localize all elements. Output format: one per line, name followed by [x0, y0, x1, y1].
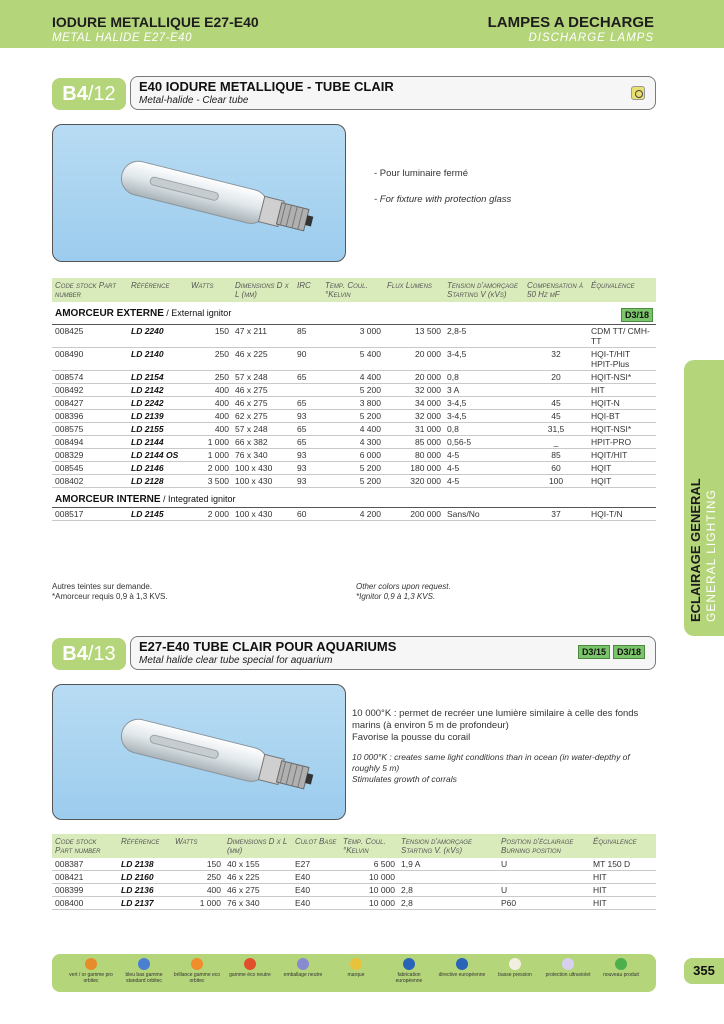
legend-item	[596, 958, 646, 978]
legend-label: bleu bas gamme standard orbitec	[125, 972, 163, 984]
section2-code-num: /13	[87, 643, 116, 665]
table-cell: 4 200	[322, 508, 384, 521]
group-label-en: / Integrated ignitor	[162, 494, 236, 504]
page-number: 355	[684, 958, 724, 984]
legend-icon	[403, 958, 415, 970]
legend-item	[172, 958, 222, 984]
side-tab-fr: ECLAIRAGE GENERAL	[688, 478, 703, 622]
table-cell	[398, 871, 498, 884]
col-header: Temp. Coul. °Kelvin	[340, 834, 398, 858]
table-cell	[294, 384, 322, 397]
table-cell: 47 x 211	[232, 325, 294, 348]
table-cell: 5 200	[322, 410, 384, 423]
section1-title: E40 IODURE METALLIQUE - TUBE CLAIR	[139, 79, 394, 94]
table-row	[52, 449, 656, 462]
table-cell: 150	[188, 325, 232, 348]
group-label: AMORCEUR INTERNE	[55, 494, 161, 505]
section2-desc	[352, 708, 658, 785]
legend-item	[331, 958, 381, 978]
table-cell: 0,8	[444, 423, 524, 436]
table-cell: 40 x 155	[224, 858, 292, 871]
table-cell: 008396	[52, 410, 128, 423]
table-cell: 57 x 248	[232, 423, 294, 436]
table-cell: 2,8	[398, 884, 498, 897]
table-cell: 93	[294, 462, 322, 475]
table-cell: 31,5	[524, 423, 588, 436]
table-cell: 20 000	[384, 348, 444, 371]
col-header: Culot Base	[292, 834, 340, 858]
note-line: Other colors upon request.	[356, 582, 451, 591]
table-cell: LD 2145	[128, 508, 188, 521]
table-cell: 2 000	[188, 462, 232, 475]
legend-icon	[138, 958, 150, 970]
table-cell: LD 2136	[118, 884, 172, 897]
note-line: *Amorceur requis 0,9 à 1,3 KVS.	[52, 592, 168, 601]
table-cell: 400	[188, 384, 232, 397]
table-cell: 76 x 340	[224, 897, 292, 910]
table-cell: 320 000	[384, 475, 444, 488]
table-cell: 62 x 275	[232, 410, 294, 423]
table-cell: 3-4,5	[444, 410, 524, 423]
legend-icon	[456, 958, 468, 970]
table-cell: 200 000	[384, 508, 444, 521]
legend-label: protection ultraviolet	[545, 972, 591, 978]
table-cell: 5 400	[322, 348, 384, 371]
section1-code-bold: B4	[62, 83, 88, 105]
section2-title-bar	[130, 636, 656, 670]
table-cell: 65	[294, 436, 322, 449]
table-row	[52, 423, 656, 436]
col-header: Tension d'amorçage Starting V. (kVs)	[398, 834, 498, 858]
table-cell: 100	[524, 475, 588, 488]
lamp-icon	[53, 685, 347, 821]
table-cell: 20 000	[384, 371, 444, 384]
table-cell: 46 x 275	[232, 397, 294, 410]
section2-desc-en-1: 10 000°K : creates same light conditions than in ocean (in water-depthy of roughly 5 m)	[352, 752, 630, 773]
table-cell: U	[498, 858, 590, 871]
col-header: Dimensions D x L (mm)	[224, 834, 292, 858]
table-cell: 60	[294, 508, 322, 521]
table-cell: 10 000	[340, 884, 398, 897]
table-cell: 008421	[52, 871, 118, 884]
legend-icon	[350, 958, 362, 970]
table-cell: 3 500	[188, 475, 232, 488]
table-cell: LD 2142	[128, 384, 188, 397]
section2-code-bold: B4	[62, 643, 88, 665]
table-cell: 93	[294, 410, 322, 423]
table-cell: 60	[524, 462, 588, 475]
table-cell: 400	[172, 884, 224, 897]
catalog-ref-badge: D3/18	[621, 308, 653, 322]
legend-label: emballage neutre	[283, 972, 323, 978]
table-cell: 34 000	[384, 397, 444, 410]
table-cell: HQI-T/HIT HPIT-Plus	[588, 348, 656, 371]
table-cell: LD 2242	[128, 397, 188, 410]
section1-desc-fr: - Pour luminaire fermé	[374, 168, 468, 179]
col-header: IRC	[294, 278, 322, 302]
section2-desc-fr-1: 10 000°K : permet de recréer une lumière similaire à celle des fonds marins (à environ 5 m de profondeur)	[352, 708, 639, 731]
col-header: Référence	[118, 834, 172, 858]
section2-desc-en-2: Stimulates growth of corrals	[352, 774, 457, 784]
table-cell: 1 000	[172, 897, 224, 910]
table-cell: 008400	[52, 897, 118, 910]
header-left-subtitle: METAL HALIDE E27-E40	[52, 32, 192, 44]
table-cell: HIT	[588, 384, 656, 397]
table-cell: 80 000	[384, 449, 444, 462]
table-cell: 65	[294, 397, 322, 410]
table-cell: 0,8	[444, 371, 524, 384]
table-row	[52, 508, 656, 521]
legend-item	[66, 958, 116, 984]
table-cell: 008387	[52, 858, 118, 871]
side-category-tab	[684, 360, 724, 636]
table-cell: HPIT-PRO	[588, 436, 656, 449]
table-cell: 85	[294, 325, 322, 348]
table-cell: 93	[294, 475, 322, 488]
table-cell: 93	[294, 449, 322, 462]
legend-icon	[297, 958, 309, 970]
table-cell: 008329	[52, 449, 128, 462]
table-cell: 008492	[52, 384, 128, 397]
section1-notes-en	[356, 582, 451, 602]
section1-code	[52, 78, 126, 110]
header-left-title: IODURE METALLIQUE E27-E40	[52, 14, 259, 30]
col-header: Code stock Part number	[52, 834, 118, 858]
table-cell: 31 000	[384, 423, 444, 436]
table-cell: 45	[524, 397, 588, 410]
table-cell: E27	[292, 858, 340, 871]
table-cell: 4-5	[444, 475, 524, 488]
table-cell: 65	[294, 423, 322, 436]
table-cell: 2,8-5	[444, 325, 524, 348]
table-cell: P60	[498, 897, 590, 910]
table-cell: LD 2146	[128, 462, 188, 475]
table-cell: 6 500	[340, 858, 398, 871]
col-header: Code stock Part number	[52, 278, 128, 302]
legend-icon	[191, 958, 203, 970]
note-line: *Ignitor 0,9 à 1,3 KVS.	[356, 592, 436, 601]
group-label-en: / External ignitor	[166, 308, 232, 318]
table-cell: LD 2144 OS	[128, 449, 188, 462]
table-cell: 2,8	[398, 897, 498, 910]
table-cell: 008575	[52, 423, 128, 436]
table-cell: E40	[292, 871, 340, 884]
legend-item	[278, 958, 328, 978]
catalog-ref-badge: D3/15	[578, 645, 610, 659]
table-cell: E40	[292, 897, 340, 910]
section2-subtitle: Metal halide clear tube special for aquarium	[139, 655, 333, 666]
col-header: Dimensions D x L (mm)	[232, 278, 294, 302]
table-row	[52, 397, 656, 410]
table-cell: Sans/No	[444, 508, 524, 521]
side-tab-en: GENERAL LIGHTING	[704, 489, 718, 622]
footer-legend	[52, 954, 656, 992]
legend-label: basse pression	[498, 972, 532, 978]
section1-subtitle: Metal-halide - Clear tube	[139, 95, 249, 106]
table-row	[52, 858, 656, 871]
table-cell: 100 x 430	[232, 462, 294, 475]
table-cell	[524, 325, 588, 348]
table-cell: MT 150 D	[590, 858, 656, 871]
table-cell	[524, 384, 588, 397]
table-cell: 180 000	[384, 462, 444, 475]
table-cell: 100 x 430	[232, 508, 294, 521]
legend-icon	[562, 958, 574, 970]
table-cell: 1,9 A	[398, 858, 498, 871]
table-cell: 008399	[52, 884, 118, 897]
table-cell: 76 x 340	[232, 449, 294, 462]
table-cell: 4 400	[322, 371, 384, 384]
table-cell: 250	[188, 371, 232, 384]
table-row	[52, 871, 656, 884]
table-cell: 250	[172, 871, 224, 884]
col-header: Compensation à 50 Hz µF	[524, 278, 588, 302]
table-cell: 45	[524, 410, 588, 423]
col-header: Équivalence	[590, 834, 656, 858]
section1-lamp-photo	[52, 124, 346, 262]
section1-notes-fr	[52, 582, 168, 602]
group-row-external	[52, 302, 656, 325]
legend-icon	[615, 958, 627, 970]
section2-table-header	[52, 834, 656, 858]
table-cell: 250	[188, 348, 232, 371]
legend-item	[543, 958, 593, 978]
table-cell: 4-5	[444, 449, 524, 462]
table-cell: 46 x 275	[232, 384, 294, 397]
section1-code-num: /12	[87, 83, 116, 105]
table-cell: HQI-BT	[588, 410, 656, 423]
table-cell: 10 000	[340, 871, 398, 884]
table-cell: LD 2138	[118, 858, 172, 871]
table-row	[52, 462, 656, 475]
table-cell: LD 2140	[128, 348, 188, 371]
table-cell: HIT	[590, 897, 656, 910]
table-cell: _	[524, 436, 588, 449]
table-cell: 008574	[52, 371, 128, 384]
section2-desc-fr-2: Favorise la pousse du corail	[352, 732, 471, 743]
table-row	[52, 384, 656, 397]
table-row	[52, 325, 656, 348]
table-cell: LD 2137	[118, 897, 172, 910]
col-header: Flux Lumens	[384, 278, 444, 302]
table-cell: 1 000	[188, 449, 232, 462]
table-cell: 008425	[52, 325, 128, 348]
table-cell: 37	[524, 508, 588, 521]
group-label: AMORCEUR EXTERNE	[55, 308, 164, 319]
section1-table-header	[52, 278, 656, 302]
section1-table	[52, 278, 656, 521]
legend-icon	[85, 958, 97, 970]
table-cell: 400	[188, 423, 232, 436]
table-row	[52, 410, 656, 423]
table-row	[52, 371, 656, 384]
table-cell: 3 800	[322, 397, 384, 410]
col-header: Position d'éclairage Burning position	[498, 834, 590, 858]
table-cell: 3-4,5	[444, 397, 524, 410]
table-row	[52, 884, 656, 897]
legend-label: brillance gamme eco orbitec	[173, 972, 221, 984]
col-header: Tension d'amorçage Starting V (kVs)	[444, 278, 524, 302]
legend-label: marque	[347, 972, 365, 978]
table-cell: 150	[172, 858, 224, 871]
header-right-subtitle: DISCHARGE LAMPS	[528, 32, 654, 44]
table-cell: 4-5	[444, 462, 524, 475]
legend-item	[490, 958, 540, 978]
table-cell: 46 x 225	[224, 871, 292, 884]
table-cell: 4 400	[322, 423, 384, 436]
table-cell: LD 2154	[128, 371, 188, 384]
table-cell: 85	[524, 449, 588, 462]
header-right-title: LAMPES A DECHARGE	[487, 14, 654, 31]
table-cell: 008402	[52, 475, 128, 488]
legend-item	[119, 958, 169, 984]
table-cell: HQIT	[588, 475, 656, 488]
legend-label: directive européenne	[438, 972, 486, 978]
table-row	[52, 897, 656, 910]
table-cell: 008490	[52, 348, 128, 371]
table-cell: 20	[524, 371, 588, 384]
table-cell: 46 x 225	[232, 348, 294, 371]
col-header: Référence	[128, 278, 188, 302]
table-cell: 85 000	[384, 436, 444, 449]
col-header: Équivalence	[588, 278, 656, 302]
table-cell: 1 000	[188, 436, 232, 449]
section2-badges	[578, 645, 645, 659]
table-cell: 008494	[52, 436, 128, 449]
group-row-internal	[52, 488, 656, 508]
note-line: Autres teintes sur demande.	[52, 582, 153, 591]
section2-title: E27-E40 TUBE CLAIR POUR AQUARIUMS	[139, 639, 397, 654]
section2-code	[52, 638, 126, 670]
closed-fixture-icon	[631, 86, 645, 100]
legend-icon	[244, 958, 256, 970]
table-cell: HQIT-NSI*	[588, 423, 656, 436]
legend-label: fabrication européenne	[395, 972, 423, 984]
table-cell: 008427	[52, 397, 128, 410]
col-header: Watts	[188, 278, 232, 302]
table-cell: 65	[294, 371, 322, 384]
table-cell: 400	[188, 410, 232, 423]
table-row	[52, 436, 656, 449]
table-cell: HQIT-NSI*	[588, 371, 656, 384]
table-cell: LD 2240	[128, 325, 188, 348]
table-cell: HQIT	[588, 462, 656, 475]
table-cell: 2 000	[188, 508, 232, 521]
legend-item	[225, 958, 275, 978]
table-cell: LD 2128	[128, 475, 188, 488]
table-cell: 5 200	[322, 462, 384, 475]
table-cell: 0,56-5	[444, 436, 524, 449]
catalog-ref-badge: D3/18	[613, 645, 645, 659]
table-cell: HIT	[590, 884, 656, 897]
legend-item	[384, 958, 434, 984]
table-cell	[498, 871, 590, 884]
table-cell: 46 x 275	[224, 884, 292, 897]
lamp-icon	[53, 125, 347, 263]
legend-label: nouveau produit	[603, 972, 639, 978]
table-cell: 400	[188, 397, 232, 410]
col-header: Watts	[172, 834, 224, 858]
table-cell: 008517	[52, 508, 128, 521]
section2-lamp-photo	[52, 684, 346, 820]
legend-label: gamme éco neutre	[229, 972, 271, 978]
table-cell: 90	[294, 348, 322, 371]
table-cell: 57 x 248	[232, 371, 294, 384]
table-cell: 3 A	[444, 384, 524, 397]
section1-desc-en	[374, 194, 511, 205]
col-header: Temp. Coul. °Kelvin	[322, 278, 384, 302]
table-cell: 66 x 382	[232, 436, 294, 449]
table-cell: 100 x 430	[232, 475, 294, 488]
table-cell: 32	[524, 348, 588, 371]
table-cell: HQIT/HIT	[588, 449, 656, 462]
table-cell: LD 2155	[128, 423, 188, 436]
page-header	[0, 0, 724, 48]
table-cell: 32 000	[384, 410, 444, 423]
section2-table	[52, 834, 656, 910]
table-cell: 32 000	[384, 384, 444, 397]
table-cell: 008545	[52, 462, 128, 475]
table-cell: 5 200	[322, 384, 384, 397]
table-row	[52, 475, 656, 488]
table-cell: HQIT-N	[588, 397, 656, 410]
table-cell: LD 2144	[128, 436, 188, 449]
legend-label: vert / or gamme pro orbitec	[69, 972, 113, 984]
table-cell: U	[498, 884, 590, 897]
table-cell: LD 2160	[118, 871, 172, 884]
section1-title-bar	[130, 76, 656, 110]
table-cell: CDM TT/ CMH-TT	[588, 325, 656, 348]
table-row	[52, 348, 656, 371]
table-cell: 3 000	[322, 325, 384, 348]
legend-icon	[509, 958, 521, 970]
legend-item	[437, 958, 487, 978]
table-cell: 4 300	[322, 436, 384, 449]
section1-desc-en-text: - For fixture with protection glass	[374, 194, 512, 205]
table-cell: LD 2139	[128, 410, 188, 423]
table-cell: 5 200	[322, 475, 384, 488]
table-cell: 13 500	[384, 325, 444, 348]
table-cell: E40	[292, 884, 340, 897]
table-cell: 6 000	[322, 449, 384, 462]
table-cell: HIT	[590, 871, 656, 884]
table-cell: HQI-T/N	[588, 508, 656, 521]
table-cell: 10 000	[340, 897, 398, 910]
table-cell: 3-4,5	[444, 348, 524, 371]
